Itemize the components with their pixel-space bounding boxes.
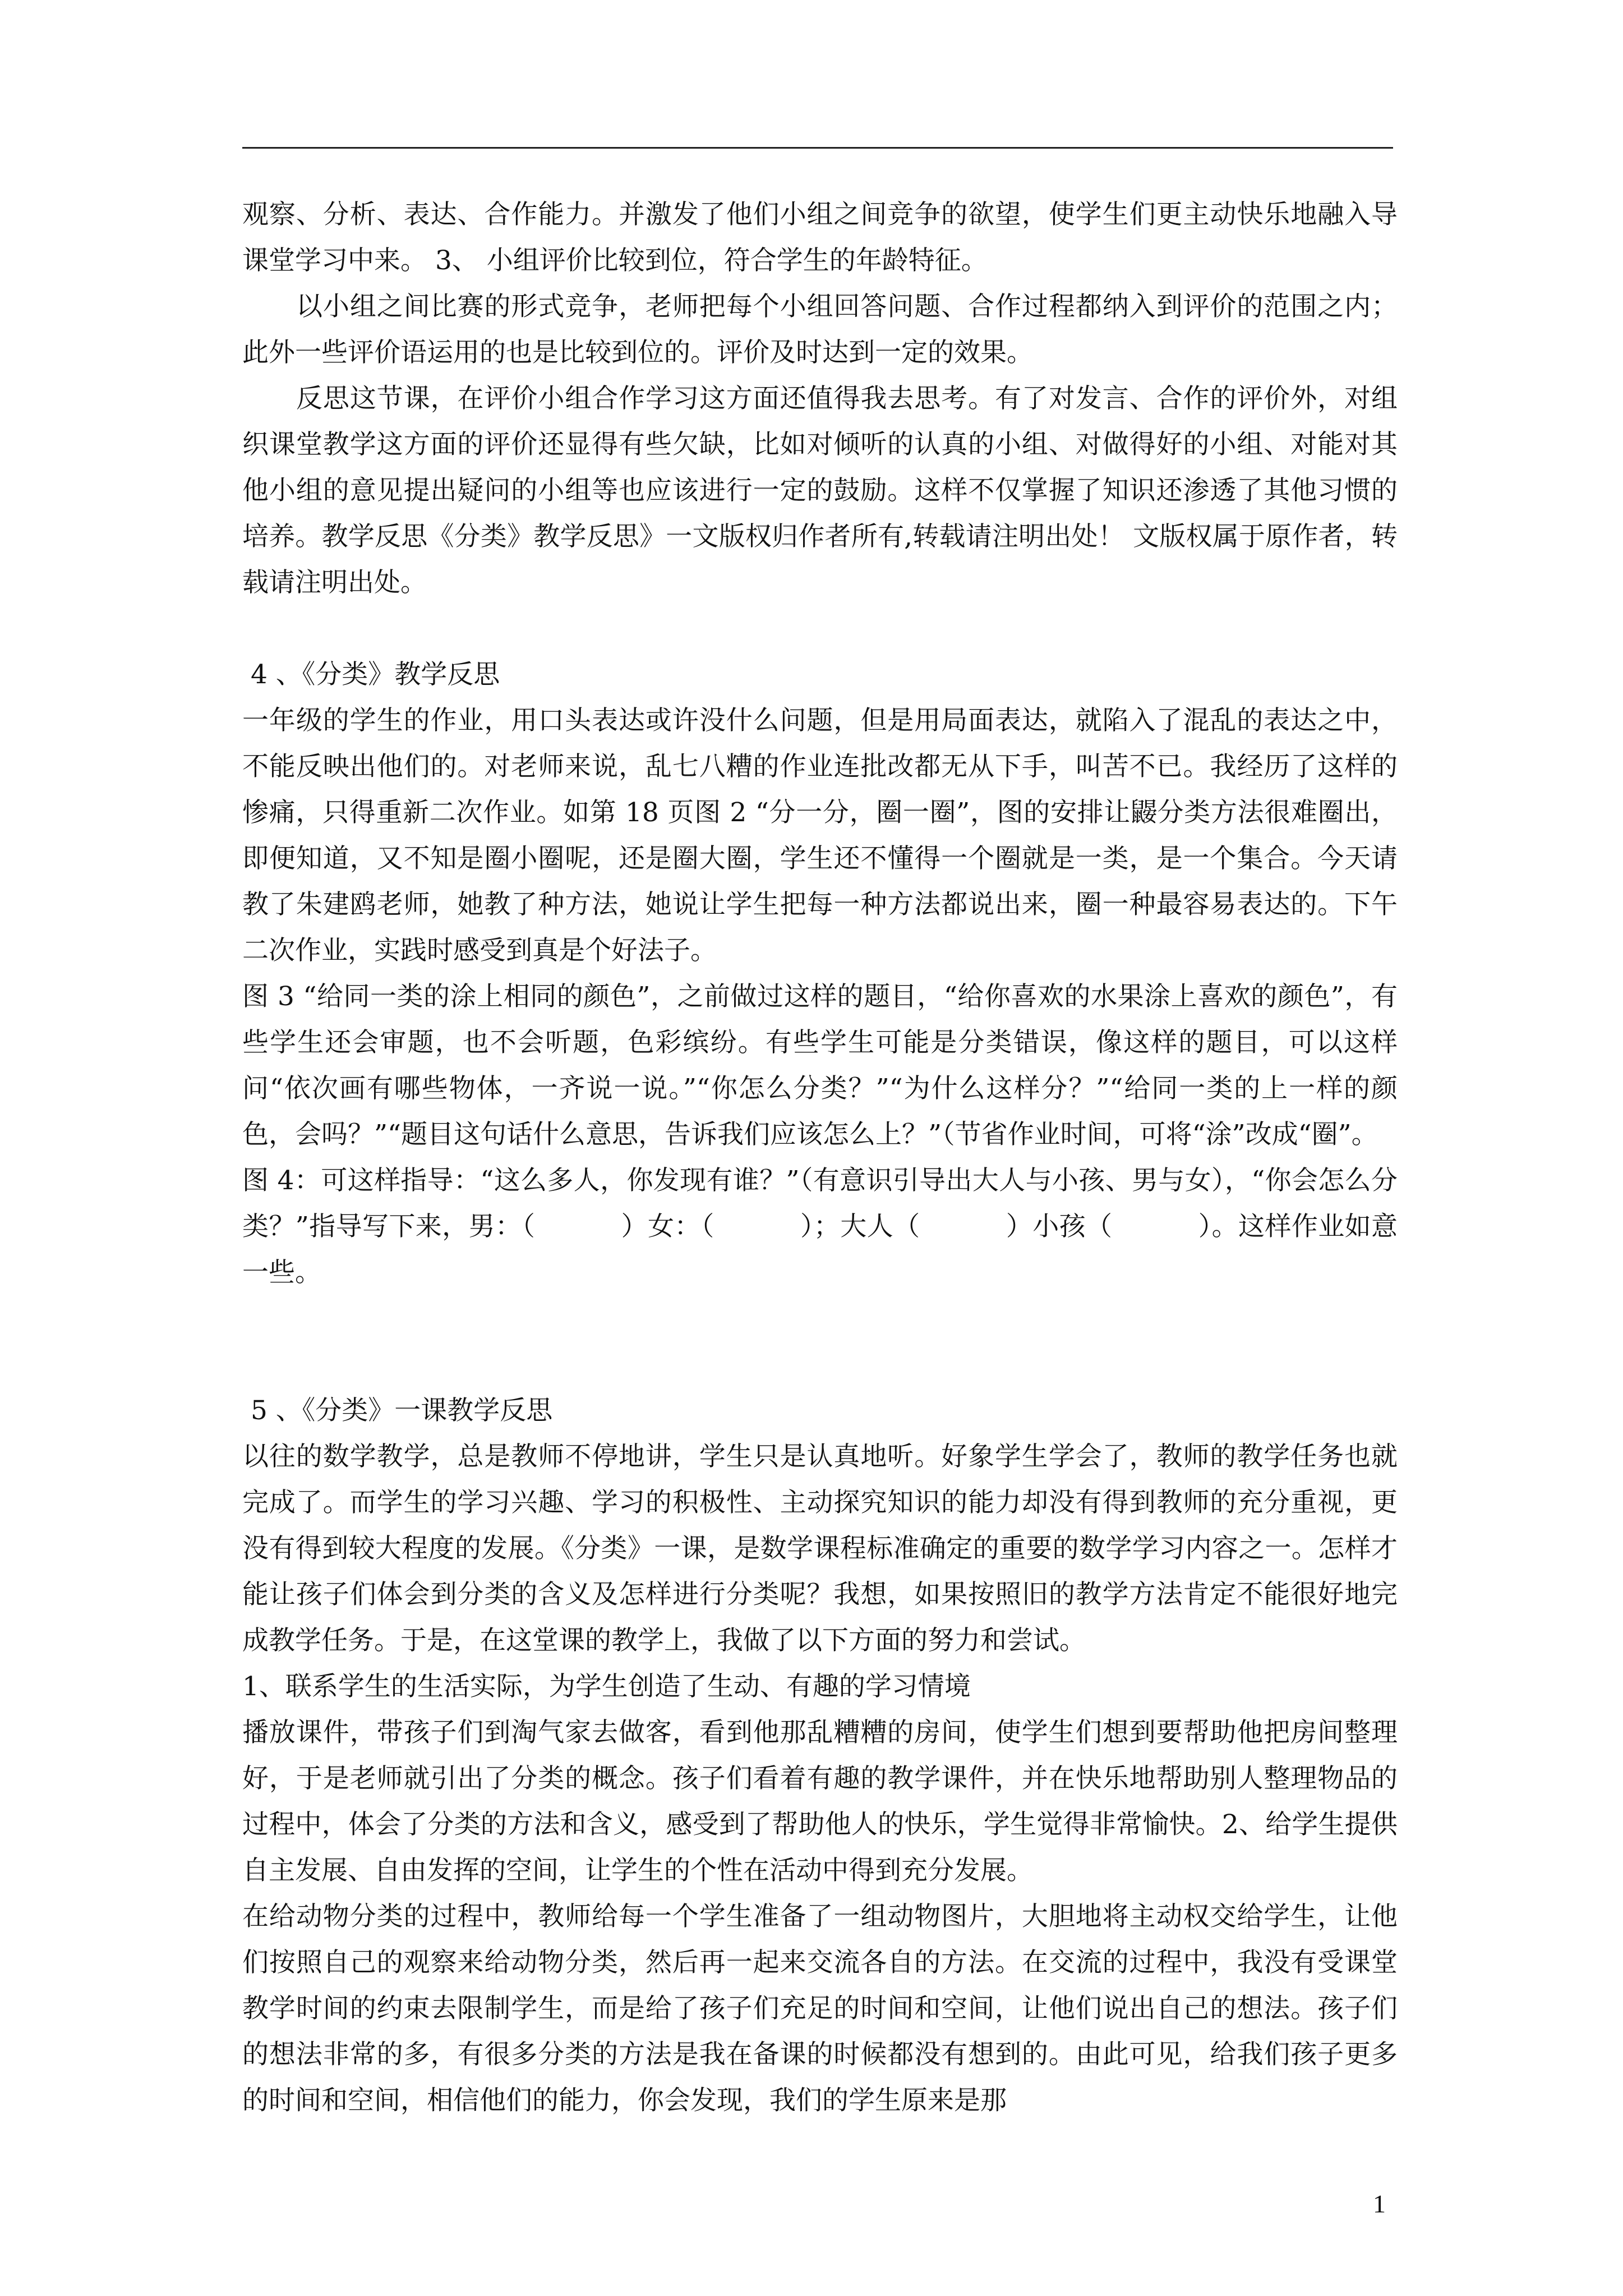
paragraph: 图 4：可这样指导：“这么多人，你发现有谁？”（有意识引导出大人与小孩、男与女），“你会怎么分类？”指导写下来，男：（ ）女：（ ）；大人（ ）小孩（ ）。这样作业如意一些。 — [242, 1165, 1398, 1288]
section-heading: 4 、《分类》教学反思 — [242, 659, 500, 690]
page-number: 1 — [1373, 2189, 1386, 2218]
header-rule — [242, 147, 1393, 149]
paragraph: 观察、分析、表达、合作能力。并激发了他们小组之间竞争的欲望，使学生们更主动快乐地融入导课堂学习中来。 3、 小组评价比较到位，符合学生的年龄特征。 — [242, 199, 1398, 276]
paragraph: 在给动物分类的过程中，教师给每一个学生准备了一组动物图片，大胆地将主动权交给学生，让他们按照自己的观察来给动物分类，然后再一起来交流各自的方法。在交流的过程中，我没有受课堂教学时间的约束去限制学生，而是给了孩子们充足的时间和空间，让他们说出自己的想法。孩子们的想法非常的多，有很多分类的方法是我在备课的时候都没有想到的。由此可见，给我们孩子更多的时间和空间，相信他们的能力，你会发现，我们的学生原来是那 — [242, 1901, 1398, 2116]
paragraph: 反思这节课，在评价小组合作学习这方面还值得我去思考。有了对发言、合作的评价外，对组织课堂教学这方面的评价还显得有些欠缺，比如对倾听的认真的小组、对做得好的小组、对能对其他小组的意见提出疑问的小组等也应该进行一定的鼓励。这样不仅掌握了知识还渗透了其他习惯的培养。教学反思《分类》教学反思》一文版权归作者所有,转载请注明出处！ 文版权属于原作者，转载请注明出处。 — [242, 383, 1398, 598]
paragraph: 播放课件，带孩子们到淘气家去做客，看到他那乱糟糟的房间，使学生们想到要帮助他把房间整理好，于是老师就引出了分类的概念。孩子们看着有趣的教学课件，并在快乐地帮助别人整理物品的过程中，体会了分类的方法和含义，感受到了帮助他人的快乐，学生觉得非常愉快。2、给学生提供自主发展、自由发挥的空间，让学生的个性在活动中得到充分发展。 — [242, 1717, 1398, 1886]
document-body — [242, 192, 1398, 2124]
paragraph: 以小组之间比赛的形式竞争，老师把每个小组回答问题、合作过程都纳入到评价的范围之内；此外一些评价语运用的也是比较到位的。评价及时达到一定的效果。 — [242, 291, 1398, 368]
paragraph: 1、联系学生的生活实际，为学生创造了生动、有趣的学习情境 — [242, 1671, 971, 1702]
paragraph: 以往的数学教学，总是教师不停地讲，学生只是认真地听。好象学生学会了，教师的教学任务也就完成了。而学生的学习兴趣、学习的积极性、主动探究知识的能力却没有得到教师的充分重视，更没有得到较大程度的发展。《分类》一课，是数学课程标准确定的重要的数学学习内容之一。怎样才能让孩子们体会到分类的含义及怎样进行分类呢？我想，如果按照旧的教学方法肯定不能很好地完成教学任务。于是，在这堂课的教学上，我做了以下方面的努力和尝试。 — [242, 1441, 1398, 1656]
paragraph: 图 3 “给同一类的涂上相同的颜色”，之前做过这样的题目，“给你喜欢的水果涂上喜欢的颜色”，有些学生还会审题，也不会听题，色彩缤纷。有些学生可能是分类错误，像这样的题目，可以这样问“依次画有哪些物体，一齐说一说。”“你怎么分类？”“为什么这样分？”“给同一类的上一样的颜色，会吗？”“题目这句话什么意思，告诉我们应该怎么上？”（节省作业时间，可将“涂”改成“圈”。 — [242, 981, 1398, 1150]
paragraph: 一年级的学生的作业，用口头表达或许没什么问题，但是用局面表达，就陷入了混乱的表达之中，不能反映出他们的。对老师来说，乱七八糟的作业连批改都无从下手，叫苦不已。我经历了这样的惨痛，只得重新二次作业。如第 18 页图 2 “分一分，圈一圈”，图的安排让鼹分类方法很难圈出，即便知道，又不知是圈小圈呢，还是圈大圈，学生还不懂得一个圈就是一类，是一个集合。今天请教了朱建鸥老师，她教了种方法，她说让学生把每一种方法都说出来，圈一种最容易表达的。下午二次作业，实践时感受到真是个好法子。 — [242, 705, 1398, 966]
section-heading: 5 、《分类》一课教学反思 — [242, 1395, 553, 1426]
spacer — [242, 606, 1398, 652]
spacer — [242, 1296, 1398, 1388]
